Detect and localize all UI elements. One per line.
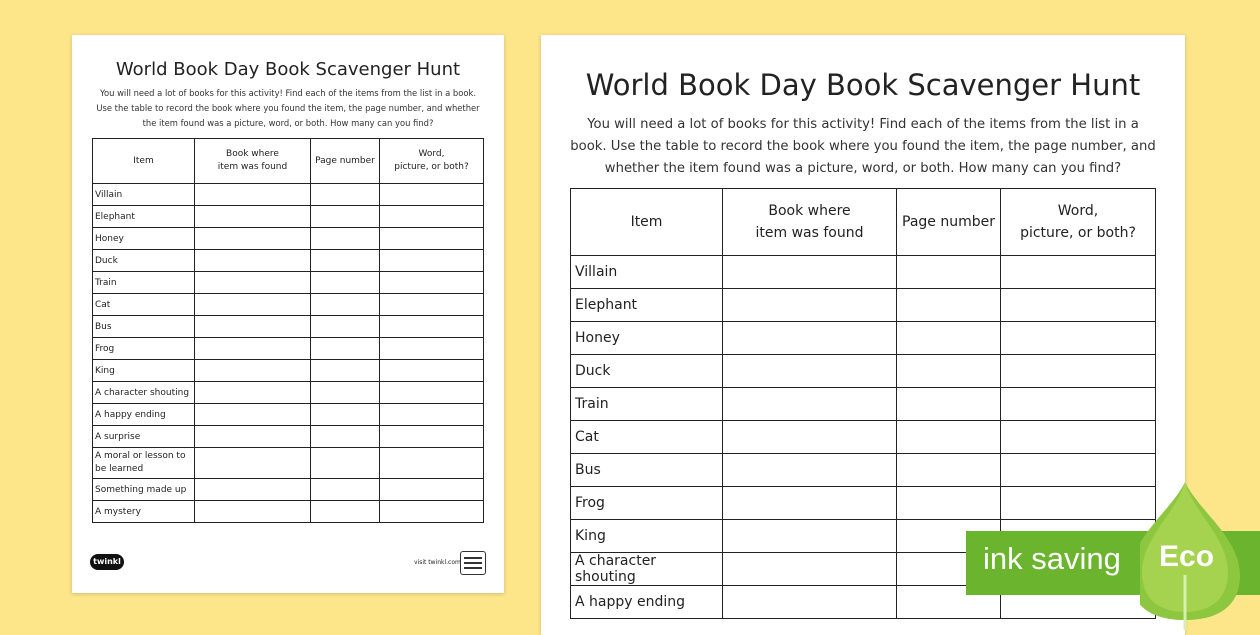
table-row: Bus xyxy=(571,454,1156,487)
table-row: A surprise xyxy=(93,426,484,448)
header-book: Book where item was found xyxy=(195,139,311,184)
footer-visit-text: visit twinkl.com xyxy=(414,559,461,566)
header-word: Word, picture, or both? xyxy=(380,139,484,184)
worksheet-intro-large: You will need a lot of books for this activity! Find each of the items from the list in a book. Use the table to record the book where you found the item, the page number, and whether the item found was a picture, word, or both. How many can you find? xyxy=(570,117,1156,176)
table-row: Frog xyxy=(571,487,1156,520)
table-row: Elephant xyxy=(571,289,1156,322)
quality-badge-icon xyxy=(460,551,486,575)
table-row: Honey xyxy=(93,228,484,250)
worksheet-preview-small xyxy=(72,35,504,593)
scavenger-table xyxy=(92,138,484,523)
header-item: Item xyxy=(571,189,723,256)
header-book: Book where item was found xyxy=(723,189,897,256)
header-page: Page number xyxy=(311,139,380,184)
table-row: A happy ending xyxy=(93,404,484,426)
table-header-row xyxy=(93,139,484,184)
table-header-row xyxy=(571,189,1156,256)
worksheet-intro: You will need a lot of books for this activity! Find each of the items from the list in a book. Use the table to record the book where you found the item, the page number, and whether the item found was a picture, word, or both. How many can you find? xyxy=(96,88,480,128)
table-row: Cat xyxy=(571,421,1156,454)
table-row: King xyxy=(571,520,1156,553)
table-row: A character shouting xyxy=(93,382,484,404)
table-row: Train xyxy=(93,272,484,294)
table-row: A mystery xyxy=(93,501,484,523)
header-page: Page number xyxy=(897,189,1001,256)
table-row: Something made up xyxy=(93,479,484,501)
table-row: King xyxy=(93,360,484,382)
table-row: A happy ending xyxy=(571,586,1156,619)
eco-label: Eco xyxy=(1159,540,1215,573)
table-row: Elephant xyxy=(93,206,484,228)
header-word: Word, picture, or both? xyxy=(1001,189,1156,256)
twinkl-logo: twinkl xyxy=(90,554,124,570)
table-row: Train xyxy=(571,388,1156,421)
table-row: Villain xyxy=(571,256,1156,289)
header-item: Item xyxy=(93,139,195,184)
table-row: Honey xyxy=(571,322,1156,355)
table-row: A character shouting xyxy=(571,553,1156,586)
table-row: Frog xyxy=(93,338,484,360)
table-row: Cat xyxy=(93,294,484,316)
table-row: Duck xyxy=(571,355,1156,388)
table-row: Villain xyxy=(93,184,484,206)
table-row: Duck xyxy=(93,250,484,272)
ink-saving-label: ink saving xyxy=(983,541,1121,576)
worksheet-title: World Book Day Book Scavenger Hunt xyxy=(115,59,461,80)
table-row: A moral or lesson to be learned xyxy=(93,448,484,479)
worksheet-title-large: World Book Day Book Scavenger Hunt xyxy=(585,68,1141,102)
table-row: Bus xyxy=(93,316,484,338)
